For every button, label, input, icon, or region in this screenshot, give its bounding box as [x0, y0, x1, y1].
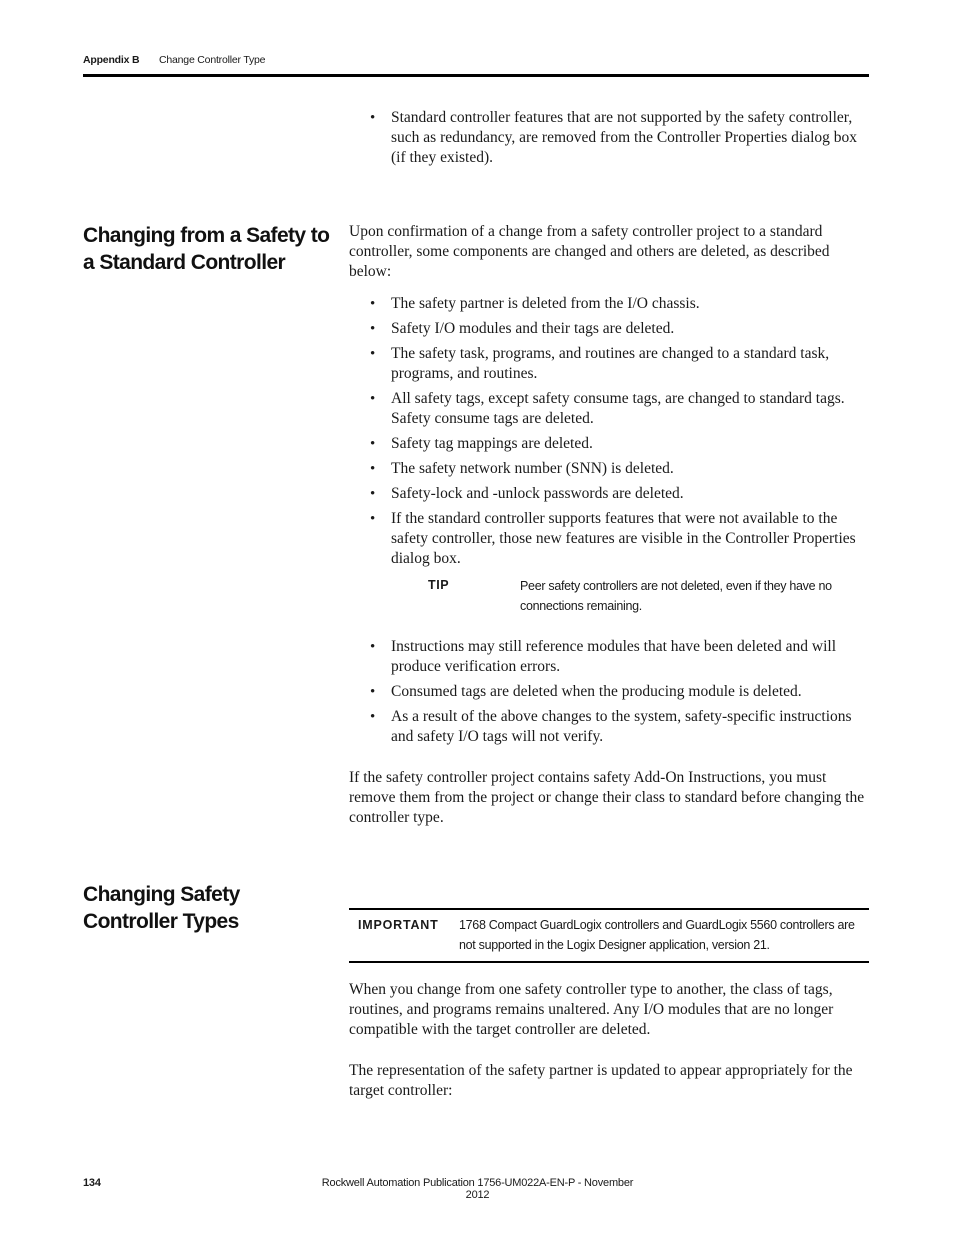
- bullet-icon: •: [370, 110, 376, 126]
- bullet-icon: •: [370, 391, 376, 407]
- list-item: • Safety tag mappings are deleted.: [370, 435, 593, 452]
- tip-label: TIP: [428, 578, 450, 592]
- changes-bullet-list: [370, 294, 870, 574]
- section2-paragraph-2: The representation of the safety partner is updated to appear appropriately for the target controller:: [349, 1062, 853, 1099]
- bullet-icon: •: [370, 321, 376, 337]
- bullet-icon: •: [370, 709, 376, 725]
- effects-bullet-list: [370, 637, 870, 752]
- list-item: • Consumed tags are deleted when the producing module is deleted.: [370, 683, 802, 700]
- page-header: [83, 53, 869, 77]
- bullet-icon: •: [370, 461, 376, 477]
- section-heading-safety-types: Changing Safety Controller Types: [83, 883, 240, 933]
- section2-paragraph-1: When you change from one safety controller type to another, the class of tags, routines, and programs remains unaltered. Any I/O modules that are no longer compatible with the target controller are deleted.: [349, 981, 834, 1038]
- tip-text: Peer safety controllers are not deleted, even if they have no connections remaining.: [520, 579, 832, 613]
- bullet-icon: •: [370, 436, 376, 452]
- important-label: IMPORTANT: [358, 918, 439, 932]
- list-item: • Safety I/O modules and their tags are deleted.: [370, 320, 675, 337]
- bullet-icon: •: [370, 684, 376, 700]
- publication-footer: Rockwell Automation Publication 1756-UM022A-EN-P - November 2012: [321, 1177, 634, 1201]
- list-item: • If the standard controller supports features that were not available to the safety controller, those new features are visible in the Controller Properties dialog box.: [370, 510, 856, 567]
- list-item: • All safety tags, except safety consume tags, are changed to standard tags. Safety consume tags are deleted.: [370, 390, 845, 427]
- list-item: • Safety-lock and -unlock passwords are deleted.: [370, 485, 684, 502]
- bullet-icon: •: [370, 486, 376, 502]
- bullet-icon: •: [370, 346, 376, 362]
- intro-bullet-list: [370, 108, 870, 173]
- list-item: • The safety task, programs, and routines are changed to a standard task, programs, and routines.: [370, 345, 830, 382]
- bullet-icon: •: [370, 296, 376, 312]
- chapter-title: Change Controller Type: [159, 54, 266, 66]
- list-item: • The safety partner is deleted from the I/O chassis.: [370, 295, 700, 312]
- section1-closing: If the safety controller project contains safety Add-On Instructions, you must remove them from the project or change their class to standard before changing the controller type.: [349, 769, 865, 826]
- list-item: • The safety network number (SNN) is deleted.: [370, 460, 674, 477]
- bullet-icon: •: [370, 511, 376, 527]
- page-number: 134: [83, 1177, 101, 1189]
- bullet-icon: •: [370, 639, 376, 655]
- important-text: 1768 Compact GuardLogix controllers and GuardLogix 5560 controllers are not supported in the Logix Designer application, version 21.: [459, 918, 855, 952]
- section-heading-safety-to-standard: Changing from a Safety to a Standard Controller: [83, 224, 330, 274]
- list-item: • Standard controller features that are not supported by the safety controller, such as redundancy, are removed from the Controller Properties dialog box (if they existed).: [370, 109, 858, 166]
- section1-intro: Upon confirmation of a change from a safety controller project to a standard controller, some components are changed and others are deleted, as described below:: [349, 223, 830, 280]
- important-note: [349, 908, 869, 963]
- appendix-label: Appendix B: [83, 54, 140, 66]
- list-item: • Instructions may still reference modules that have been deleted and will produce verification errors.: [370, 638, 837, 675]
- list-item: • As a result of the above changes to the system, safety-specific instructions and safety I/O tags will not verify.: [370, 708, 852, 745]
